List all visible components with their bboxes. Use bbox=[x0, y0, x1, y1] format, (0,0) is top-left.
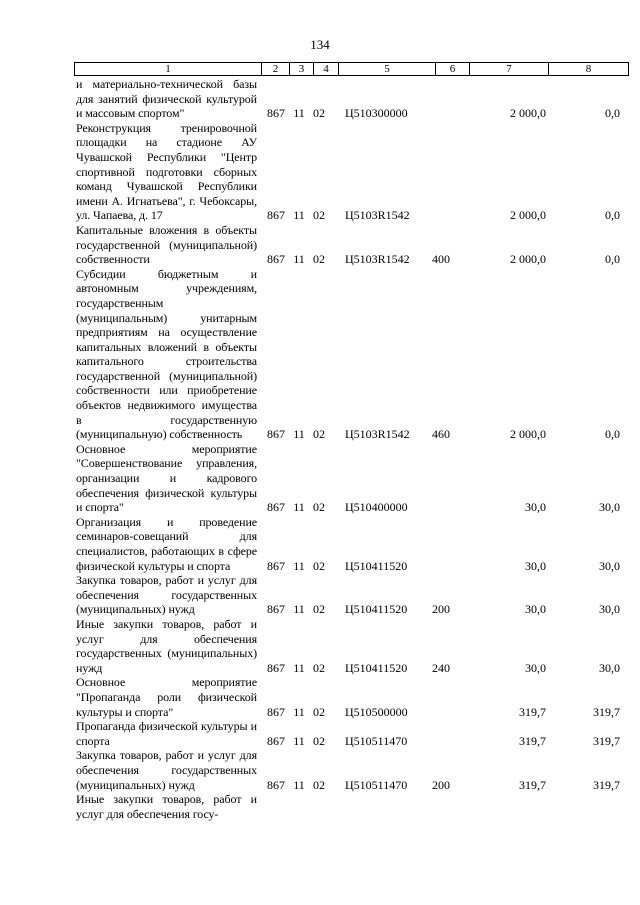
table-row bbox=[76, 792, 629, 821]
row-razdel: 11 bbox=[293, 602, 305, 617]
row-target-article: Ц510511470 bbox=[345, 777, 408, 792]
row-razdel: 11 bbox=[293, 427, 305, 442]
row-name: Иные закупки товаров, работ и услуг для обеспечения государственных (муниципальных) нужд bbox=[76, 616, 257, 675]
row-sum-2: 0,0 bbox=[605, 208, 620, 223]
row-glava: 867 bbox=[267, 427, 285, 442]
row-name: Капитальные вложения в объекты государственной (муниципальной) собственности bbox=[76, 222, 257, 267]
row-target-article: Ц510411520 bbox=[345, 602, 408, 617]
row-sum-2: 319,7 bbox=[593, 733, 620, 748]
header-col-5: 5 bbox=[339, 63, 436, 75]
row-sum-2: 0,0 bbox=[605, 106, 620, 121]
row-sum-1: 2 000,0 bbox=[510, 427, 546, 442]
row-name: Основное мероприятие "Совершенствование управления, организации и кадрового обеспечения физической культуры и спорта" bbox=[76, 441, 257, 515]
header-col-8: 8 bbox=[585, 63, 592, 75]
row-name: Организация и проведение семинаров-совещаний для специалистов, работающих в сфере физической культуры и спорта bbox=[76, 514, 257, 573]
row-sum-1: 30,0 bbox=[525, 558, 546, 573]
row-razdel: 11 bbox=[293, 660, 305, 675]
row-razdel: 11 bbox=[293, 558, 305, 573]
row-name: Основное мероприятие "Пропаганда роли физической культуры и спорта" bbox=[76, 675, 257, 719]
row-sum-2: 30,0 bbox=[599, 602, 620, 617]
row-glava: 867 bbox=[267, 558, 285, 573]
row-target-article: Ц510411520 bbox=[345, 558, 408, 573]
row-podrazdel: 02 bbox=[313, 704, 325, 719]
row-target-article: Ц5103R1542 bbox=[345, 208, 410, 223]
header-col-3: 3 bbox=[290, 63, 314, 75]
row-glava: 867 bbox=[267, 106, 285, 121]
budget-table-body bbox=[76, 77, 629, 821]
row-expense-type: 400 bbox=[432, 252, 450, 267]
row-glava: 867 bbox=[267, 777, 285, 792]
table-row bbox=[76, 748, 629, 792]
header-col-2: 2 bbox=[262, 63, 290, 75]
header-col-7: 7 bbox=[470, 63, 549, 75]
row-podrazdel: 02 bbox=[313, 208, 325, 223]
table-row bbox=[76, 515, 629, 573]
row-podrazdel: 02 bbox=[313, 660, 325, 675]
row-podrazdel: 02 bbox=[313, 500, 325, 515]
row-sum-2: 0,0 bbox=[605, 427, 620, 442]
row-target-article: Ц510511470 bbox=[345, 733, 408, 748]
row-glava: 867 bbox=[267, 208, 285, 223]
row-target-article: Ц5103R1542 bbox=[345, 427, 410, 442]
row-podrazdel: 02 bbox=[313, 106, 325, 121]
row-target-article: Ц510411520 bbox=[345, 660, 408, 675]
row-name: Реконструкция тренировочной площадки на стадионе АУ Чувашской Республики "Центр спортивной подготовки сборных команд Чувашской Республики имени А. Игнатьева", г. Чебоксары, ул. Чапаева, д. 17 bbox=[76, 120, 257, 223]
row-razdel: 11 bbox=[293, 106, 305, 121]
row-razdel: 11 bbox=[293, 777, 305, 792]
row-name: Закупка товаров, работ и услуг для обеспечения государственных (муниципальных) нужд bbox=[76, 573, 257, 617]
row-glava: 867 bbox=[267, 660, 285, 675]
row-sum-2: 30,0 bbox=[599, 500, 620, 515]
row-sum-1: 30,0 bbox=[525, 660, 546, 675]
row-sum-1: 2 000,0 bbox=[510, 208, 546, 223]
row-target-article: Ц5103R1542 bbox=[345, 252, 410, 267]
row-sum-2: 30,0 bbox=[599, 660, 620, 675]
row-razdel: 11 bbox=[293, 208, 305, 223]
row-podrazdel: 02 bbox=[313, 427, 325, 442]
table-row bbox=[76, 267, 629, 442]
row-name: Иные закупки товаров, работ и услуг для обеспечения госу- bbox=[76, 792, 257, 821]
row-sum-1: 30,0 bbox=[525, 500, 546, 515]
row-podrazdel: 02 bbox=[313, 602, 325, 617]
row-sum-2: 30,0 bbox=[599, 558, 620, 573]
row-glava: 867 bbox=[267, 500, 285, 515]
table-row bbox=[76, 442, 629, 515]
page-number: 134 bbox=[310, 37, 330, 52]
row-glava: 867 bbox=[267, 733, 285, 748]
row-target-article: Ц510400000 bbox=[345, 500, 408, 515]
row-name: Закупка товаров, работ и услуг для обеспечения государственных (муниципальных) нужд bbox=[76, 748, 257, 792]
row-target-article: Ц510500000 bbox=[345, 704, 408, 719]
row-razdel: 11 bbox=[293, 500, 305, 515]
row-expense-type: 240 bbox=[432, 660, 450, 675]
row-podrazdel: 02 bbox=[313, 777, 325, 792]
header-col-1: 1 bbox=[75, 63, 262, 75]
row-glava: 867 bbox=[267, 704, 285, 719]
table-row bbox=[76, 617, 629, 675]
table-row bbox=[76, 573, 629, 617]
row-name: Субсидии бюджетным и автономным учреждениям, государственным (муниципальным) унитарным предприятиям на осуществление капитальных вложений в объекты капитального строительства государственной (муниципальной) собственности или приобретение объектов недвижимого имущества в государственную (муниципальную) собственность bbox=[76, 266, 257, 442]
row-sum-2: 0,0 bbox=[605, 252, 620, 267]
table-row bbox=[76, 223, 629, 267]
row-sum-2: 319,7 bbox=[593, 777, 620, 792]
row-podrazdel: 02 bbox=[313, 733, 325, 748]
row-expense-type: 200 bbox=[432, 602, 450, 617]
row-sum-1: 2 000,0 bbox=[510, 252, 546, 267]
row-sum-1: 30,0 bbox=[525, 602, 546, 617]
table-row bbox=[76, 121, 629, 223]
row-glava: 867 bbox=[267, 252, 285, 267]
row-glava: 867 bbox=[267, 602, 285, 617]
row-name: и материально-технической базы для занятий физической культурой и массовым спортом" bbox=[76, 77, 257, 121]
row-name: Пропаганда физической культуры и спорта bbox=[76, 719, 257, 748]
table-row bbox=[76, 719, 629, 748]
row-podrazdel: 02 bbox=[313, 252, 325, 267]
row-sum-1: 319,7 bbox=[519, 704, 546, 719]
row-sum-2: 319,7 bbox=[593, 704, 620, 719]
table-header bbox=[74, 62, 629, 76]
row-podrazdel: 02 bbox=[313, 558, 325, 573]
row-razdel: 11 bbox=[293, 704, 305, 719]
row-razdel: 11 bbox=[293, 733, 305, 748]
header-col-4: 4 bbox=[314, 63, 339, 75]
row-sum-1: 319,7 bbox=[519, 733, 546, 748]
table-row bbox=[76, 675, 629, 719]
row-expense-type: 460 bbox=[432, 427, 450, 442]
row-target-article: Ц510300000 bbox=[345, 106, 408, 121]
row-razdel: 11 bbox=[293, 252, 305, 267]
header-col-6: 6 bbox=[436, 63, 470, 75]
table-row bbox=[76, 77, 629, 121]
row-sum-1: 2 000,0 bbox=[510, 106, 546, 121]
row-sum-1: 319,7 bbox=[519, 777, 546, 792]
row-expense-type: 200 bbox=[432, 777, 450, 792]
